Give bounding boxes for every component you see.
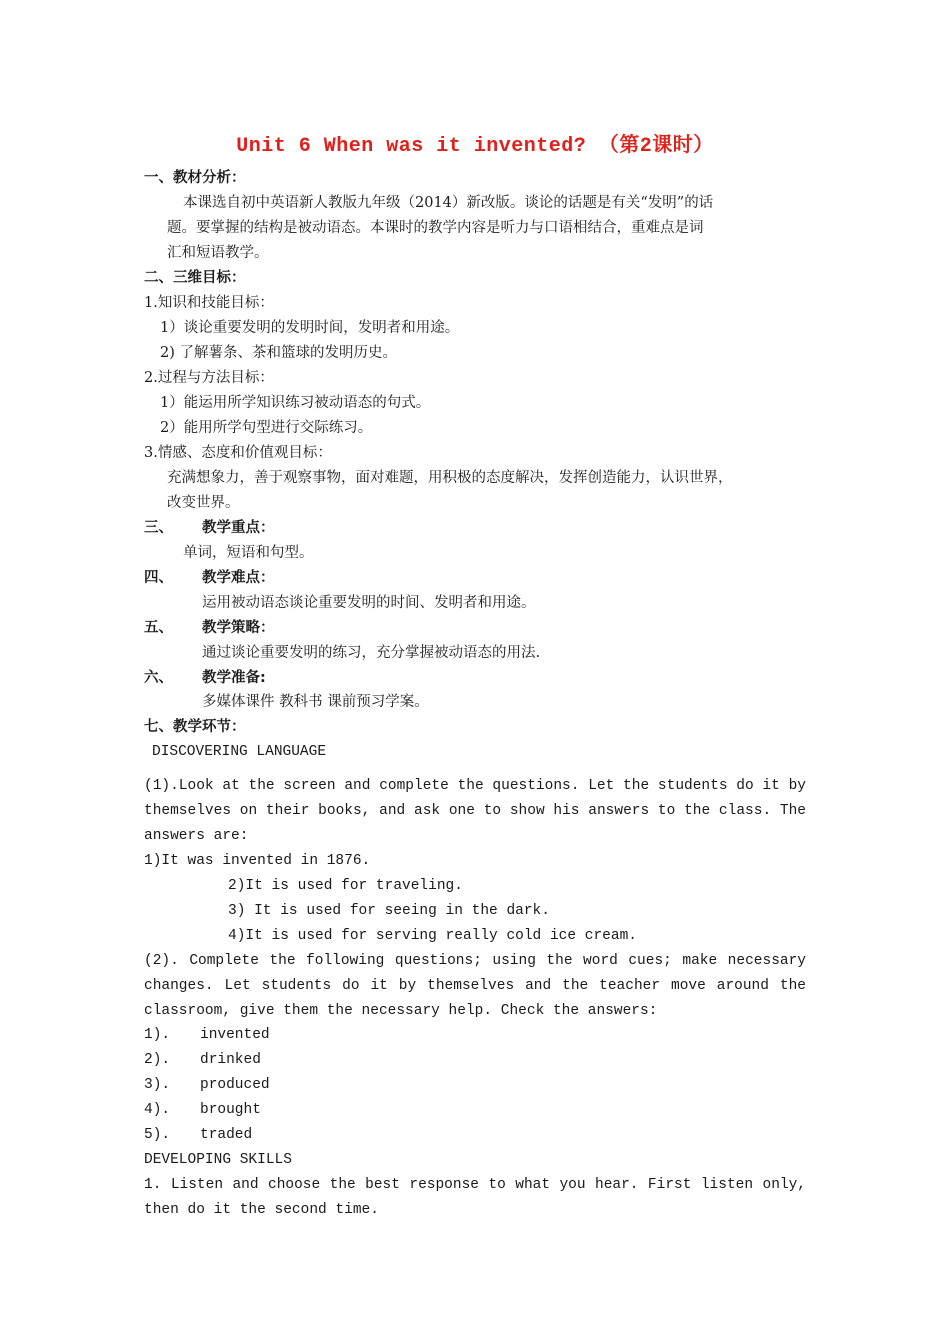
section-3-body: 单词，短语和句型。 bbox=[183, 545, 314, 561]
goal-1-item: 2) 了解薯条、茶和篮球的发明历史。 bbox=[160, 345, 397, 361]
section-4-heading: 教学难点： bbox=[202, 570, 275, 586]
section-5-number: 五、 bbox=[144, 620, 173, 636]
section-4-body: 运用被动语态谈论重要发明的时间、发明者和用途。 bbox=[202, 595, 536, 611]
list-item-number: 5). bbox=[144, 1127, 171, 1143]
list-item-number: 2). bbox=[144, 1052, 171, 1068]
list-item-word: invented bbox=[200, 1027, 270, 1043]
section-5-heading: 教学策略： bbox=[202, 620, 275, 636]
section-6-body: 多媒体课件 教科书 课前预习学案。 bbox=[202, 694, 429, 710]
list-item-word: brought bbox=[200, 1102, 261, 1118]
list-item-word: drinked bbox=[200, 1052, 261, 1068]
goal-3-heading: 3.情感、态度和价值观目标： bbox=[144, 445, 332, 461]
list-item bbox=[144, 1025, 270, 1045]
list-item bbox=[144, 1100, 261, 1120]
list-item-number: 3). bbox=[144, 1077, 171, 1093]
goal-1-heading: 1.知识和技能目标： bbox=[144, 295, 274, 311]
list-item-number: 4). bbox=[144, 1102, 171, 1118]
section-1-paragraph-line: 题。要掌握的结构是被动语态。本课时的教学内容是听力与口语相结合，重难点是词 bbox=[167, 220, 704, 236]
answer-line: 4)It is used for serving really cold ice cream. bbox=[228, 928, 637, 944]
section-1-paragraph-line: 本课选自初中英语新人教版九年级（2014）新改版。谈论的话题是有关“发明”的话 bbox=[183, 195, 714, 211]
section-3-heading: 教学重点： bbox=[202, 520, 275, 536]
section-1-paragraph-line: 汇和短语教学。 bbox=[167, 245, 269, 261]
list-item-number: 1). bbox=[144, 1027, 171, 1043]
answer-line: 3) It is used for seeing in the dark. bbox=[228, 903, 550, 919]
section-6-heading: 教学准备: bbox=[202, 670, 266, 686]
part-2-paragraph-line: changes. Let students do it by themselves and the teacher move around the bbox=[144, 978, 806, 994]
part-2-paragraph-line: (2). Complete the following questions; using the word cues; make necessary bbox=[144, 953, 806, 969]
goal-1-item: 1）谈论重要发明的发明时间，发明者和用途。 bbox=[160, 320, 460, 336]
developing-skills-heading: DEVELOPING SKILLS bbox=[144, 1152, 292, 1168]
goal-2-item: 1）能运用所学知识练习被动语态的句式。 bbox=[160, 395, 431, 411]
developing-paragraph-line: 1. Listen and choose the best response to what you hear. First listen only, bbox=[144, 1177, 806, 1193]
part-2-paragraph-line: classroom, give them the necessary help. Check the answers: bbox=[144, 1003, 658, 1019]
list-item bbox=[144, 1075, 270, 1095]
goal-3-paragraph-line: 充满想象力，善于观察事物，面对难题，用积极的态度解决，发挥创造能力，认识世界， bbox=[167, 470, 733, 486]
answer-line: 1)It was invented in 1876. bbox=[144, 853, 371, 869]
section-3-number: 三、 bbox=[144, 520, 173, 536]
part-1-paragraph-line: themselves on their books, and ask one to show his answers to the class. The bbox=[144, 803, 806, 819]
section-1-heading: 一、教材分析： bbox=[144, 170, 246, 186]
answer-line: 2)It is used for traveling. bbox=[228, 878, 463, 894]
part-1-paragraph-line: answers are: bbox=[144, 828, 249, 844]
page-title: Unit 6 When was it invented? （第2课时） bbox=[236, 135, 714, 158]
goal-3-paragraph-line: 改变世界。 bbox=[167, 495, 240, 511]
discovering-language-heading: DISCOVERING LANGUAGE bbox=[152, 744, 327, 760]
list-item-word: produced bbox=[200, 1077, 270, 1093]
section-6-number: 六、 bbox=[144, 670, 173, 686]
part-1-paragraph-line: (1).Look at the screen and complete the questions. Let the students do it by bbox=[144, 778, 806, 794]
section-5-body: 通过谈论重要发明的练习，充分掌握被动语态的用法. bbox=[202, 645, 541, 661]
section-2-heading: 二、三维目标： bbox=[144, 270, 246, 286]
list-item-word: traded bbox=[200, 1127, 253, 1143]
goal-2-item: 2）能用所学句型进行交际练习。 bbox=[160, 420, 373, 436]
list-item bbox=[144, 1125, 252, 1145]
goal-2-heading: 2.过程与方法目标： bbox=[144, 370, 274, 386]
developing-paragraph-line: then do it the second time. bbox=[144, 1202, 379, 1218]
list-item bbox=[144, 1050, 261, 1070]
section-7-heading: 七、教学环节： bbox=[144, 719, 246, 735]
section-4-number: 四、 bbox=[144, 570, 173, 586]
